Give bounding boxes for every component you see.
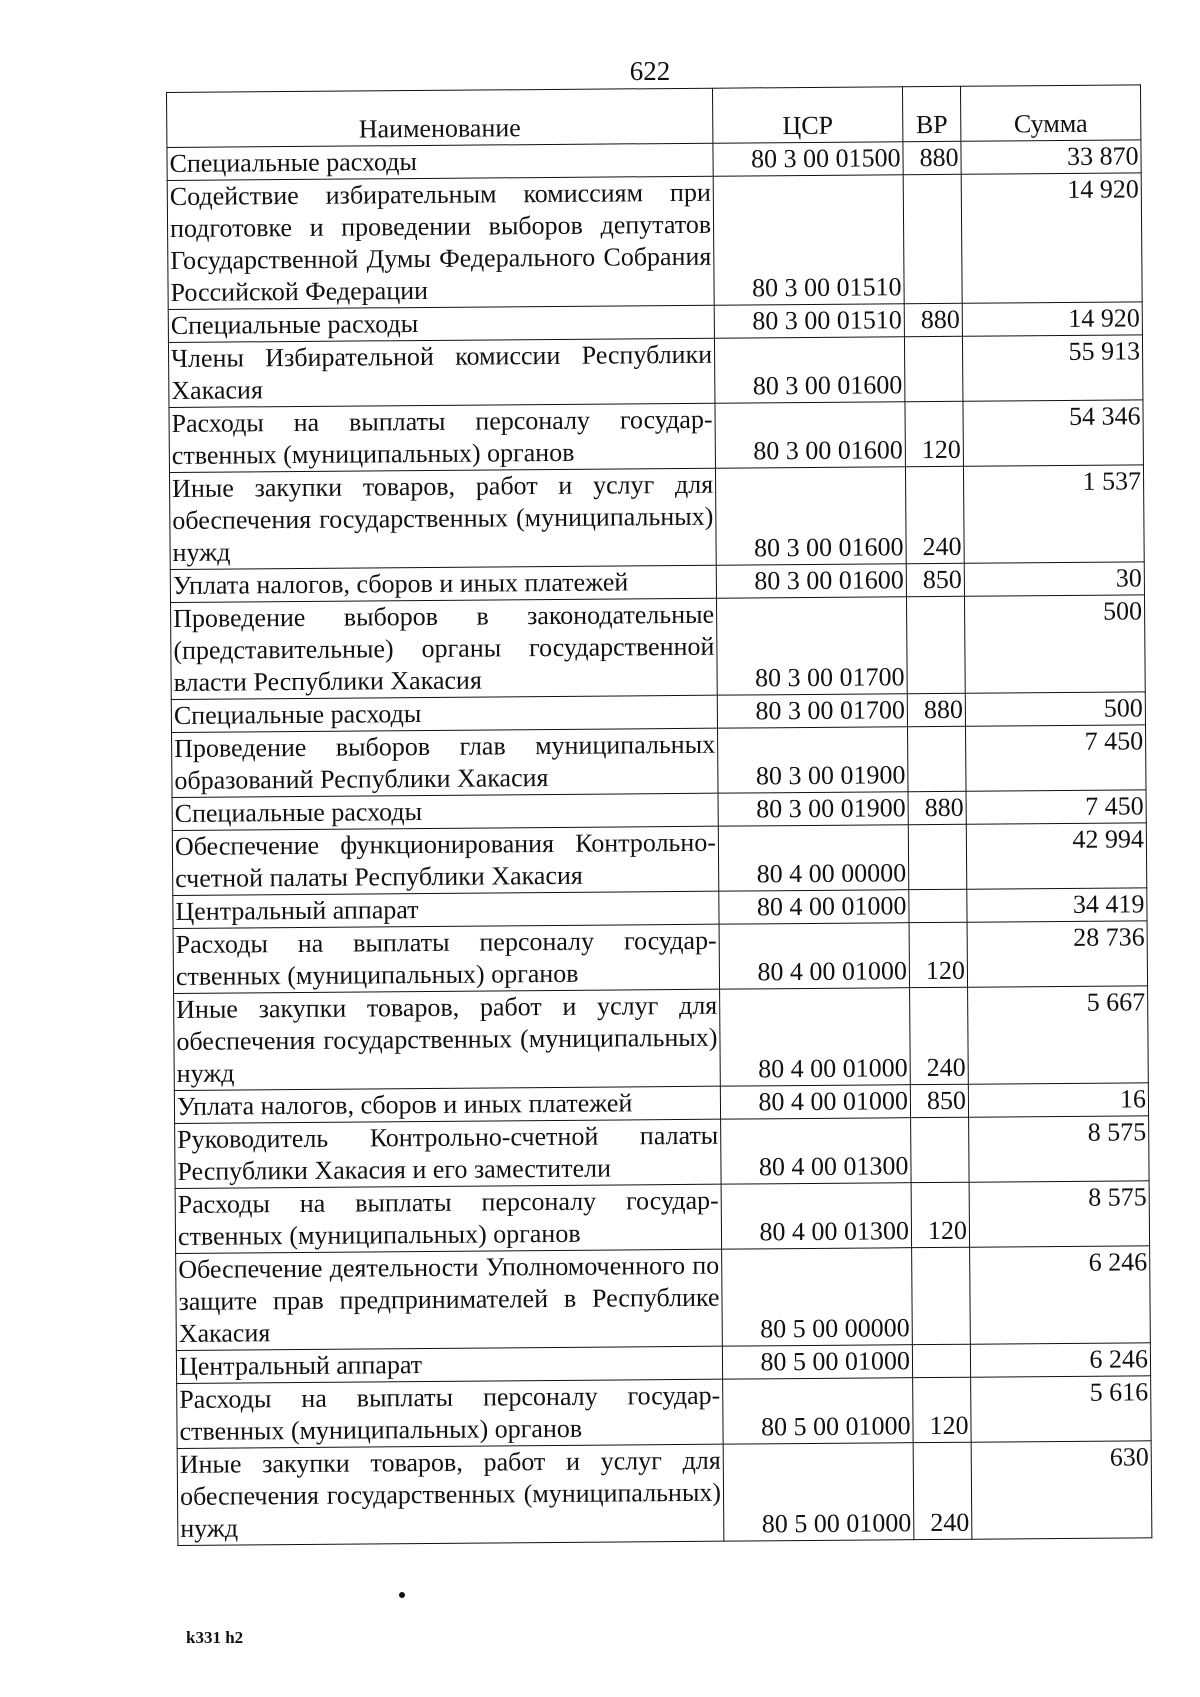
cell-csr: 80 3 00 01600 — [715, 467, 906, 565]
cell-name: Расходы на выплаты персоналу государственных (муниципальных) органов — [175, 1184, 721, 1253]
cell-vr: 850 — [910, 1084, 968, 1117]
cell-vr: 240 — [913, 1442, 972, 1539]
cell-csr: 80 3 00 01900 — [718, 727, 909, 793]
cell-name: Иные закупки товаров, работ и услуг для обеспечения государственных (муниципальных) нужд — [169, 468, 716, 569]
table-row — [168, 335, 1142, 408]
cell-csr: 80 3 00 01600 — [716, 564, 906, 598]
cell-sum: 16 — [968, 1083, 1148, 1117]
cell-vr: 120 — [913, 1377, 972, 1442]
cell-csr: 80 5 00 00000 — [722, 1248, 913, 1346]
table-header-row — [167, 85, 1141, 148]
cell-sum: 30 — [964, 562, 1144, 596]
cell-name: Проведение выборов глав муниципальных образований Республики Хакасия — [172, 728, 718, 797]
table-row — [169, 400, 1143, 473]
cell-csr: 80 4 00 01300 — [721, 1183, 912, 1249]
cell-sum: 500 — [964, 595, 1145, 693]
cell-csr: 80 3 00 01700 — [716, 597, 907, 695]
cell-name: Специальные расходы — [168, 305, 714, 342]
cell-name: Расходы на выплаты персоналу государственных (муниципальных) органов — [173, 924, 719, 993]
cell-sum: 7 450 — [966, 790, 1146, 824]
cell-sum: 14 920 — [961, 173, 1142, 303]
table-row — [172, 725, 1146, 798]
cell-csr: 80 4 00 01000 — [720, 988, 911, 1086]
cell-sum: 7 450 — [966, 725, 1147, 791]
budget-table — [166, 84, 1152, 1546]
header-csr: ЦСР — [712, 87, 902, 143]
cell-csr: 80 5 00 01000 — [723, 1378, 914, 1444]
cell-csr: 80 4 00 00000 — [718, 825, 909, 891]
cell-csr: 80 4 00 01300 — [721, 1118, 912, 1184]
cell-name: Центральный аппарат — [173, 891, 719, 928]
page-number: 622 — [629, 56, 671, 86]
header-vr: ВР — [902, 86, 960, 141]
cell-csr: 80 4 00 01000 — [719, 890, 909, 924]
cell-sum: 8 575 — [969, 1181, 1150, 1247]
cell-sum: 14 920 — [962, 302, 1142, 336]
cell-vr — [904, 336, 963, 401]
cell-vr — [911, 1117, 970, 1182]
cell-vr — [912, 1247, 971, 1344]
header-name: Наименование — [167, 88, 713, 147]
cell-csr: 80 4 00 01000 — [719, 923, 910, 989]
cell-sum: 33 870 — [961, 140, 1141, 174]
cell-vr — [912, 1344, 970, 1377]
cell-name: Обеспечение деятельности Уполномоченного по защите прав предпринимателей в Республике Хакасия — [176, 1249, 723, 1350]
footer-code: k331 h2 — [186, 1628, 244, 1647]
cell-vr — [903, 174, 962, 303]
cell-sum: 5 616 — [971, 1376, 1152, 1442]
cell-vr — [906, 596, 965, 693]
cell-csr: 80 3 00 01510 — [713, 175, 904, 305]
cell-vr: 850 — [906, 563, 964, 596]
cell-vr: 120 — [909, 922, 968, 987]
table-row — [177, 1441, 1152, 1546]
cell-name: Иные закупки товаров, работ и услуг для обеспечения государственных (муниципальных) нужд — [177, 1444, 724, 1545]
cell-sum: 6 246 — [970, 1246, 1151, 1344]
table-body — [167, 140, 1152, 1546]
cell-name: Члены Избирательной комиссии Республики Хакасия — [168, 338, 714, 407]
table-row — [176, 1246, 1151, 1351]
cell-name: Специальные расходы — [167, 143, 713, 180]
cell-sum: 8 575 — [969, 1116, 1150, 1182]
header-sum: Сумма — [960, 85, 1140, 141]
cell-name: Проведение выборов в законодательные (представительные) органы государственной власти Республики Хакасия — [171, 598, 718, 699]
table-row — [172, 823, 1146, 896]
cell-sum: 630 — [971, 1441, 1152, 1539]
cell-vr — [909, 889, 967, 922]
cell-csr: 80 3 00 01600 — [714, 337, 905, 403]
cell-sum: 42 994 — [966, 823, 1147, 889]
cell-name: Содействие избирательным комиссиям при подготовке и проведении выборов депутатов Государственной Думы Федерального Собрания Российской Федерации — [167, 176, 714, 309]
cell-vr — [908, 824, 967, 889]
table-row — [169, 465, 1144, 570]
cell-name: Иные закупки товаров, работ и услуг для обеспечения государственных (муниципальных) нужд — [174, 989, 721, 1090]
cell-vr: 880 — [904, 303, 962, 336]
cell-sum: 34 419 — [967, 888, 1147, 922]
cell-vr: 120 — [911, 1182, 970, 1247]
cell-csr: 80 3 00 01700 — [717, 694, 907, 728]
cell-sum: 55 913 — [962, 335, 1143, 401]
table-row — [177, 1376, 1151, 1449]
table-row — [173, 921, 1147, 994]
cell-csr: 80 3 00 01500 — [713, 142, 903, 176]
cell-sum: 1 537 — [963, 465, 1144, 563]
cell-vr: 120 — [905, 401, 964, 466]
cell-vr: 880 — [907, 693, 965, 726]
cell-sum: 5 667 — [968, 986, 1149, 1084]
stray-dot — [399, 1592, 405, 1598]
cell-vr: 240 — [910, 987, 969, 1084]
table-row — [174, 986, 1149, 1091]
cell-vr: 880 — [908, 791, 966, 824]
cell-csr: 80 3 00 01510 — [714, 304, 904, 338]
cell-name: Специальные расходы — [171, 695, 717, 732]
cell-name: Обеспечение функционирования Контрольно-счетной палаты Республики Хакасия — [172, 826, 718, 895]
table-row — [175, 1116, 1149, 1189]
cell-name: Центральный аппарат — [176, 1346, 722, 1383]
cell-name: Уплата налогов, сборов и иных платежей — [174, 1086, 720, 1123]
table-row — [171, 595, 1146, 700]
cell-name: Расходы на выплаты персоналу государственных (муниципальных) органов — [169, 403, 715, 472]
cell-csr: 80 5 00 01000 — [722, 1345, 912, 1379]
cell-vr — [908, 726, 967, 791]
cell-name: Руководитель Контрольно-счетной палаты Республики Хакасия и его заместители — [175, 1119, 721, 1188]
cell-name: Специальные расходы — [172, 793, 718, 830]
table-row — [167, 173, 1142, 310]
cell-sum: 500 — [965, 692, 1145, 726]
cell-csr: 80 3 00 01900 — [718, 792, 908, 826]
cell-csr: 80 5 00 01000 — [723, 1443, 914, 1541]
cell-csr: 80 3 00 01600 — [715, 402, 906, 468]
cell-sum: 28 736 — [967, 921, 1148, 987]
table-row — [175, 1181, 1149, 1254]
cell-name: Уплата налогов, сборов и иных платежей — [170, 565, 716, 602]
cell-vr: 240 — [905, 466, 964, 563]
cell-vr: 880 — [903, 141, 961, 174]
cell-sum: 6 246 — [970, 1343, 1150, 1377]
cell-sum: 54 346 — [963, 400, 1144, 466]
cell-csr: 80 4 00 01000 — [720, 1085, 910, 1119]
cell-name: Расходы на выплаты персоналу государственных (муниципальных) органов — [177, 1379, 723, 1448]
